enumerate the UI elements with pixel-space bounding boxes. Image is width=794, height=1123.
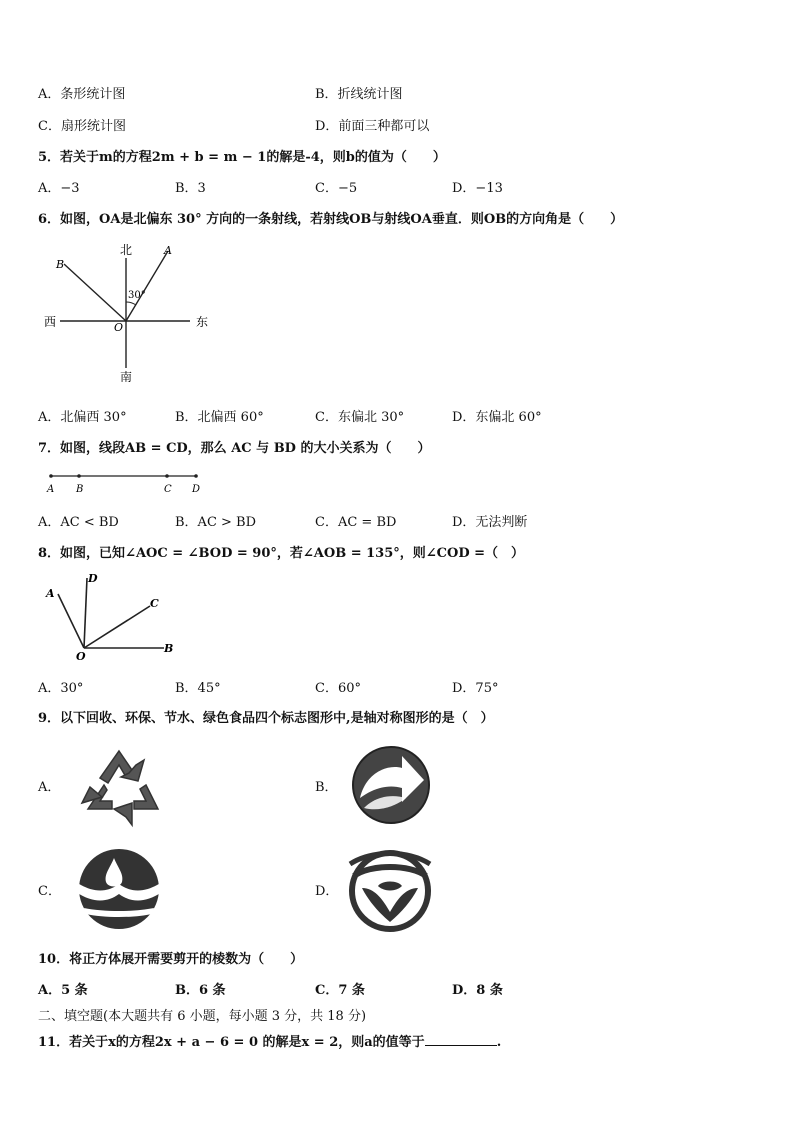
q7-label-b: B <box>76 484 84 495</box>
q8-option-d: D．75° <box>452 681 499 696</box>
q4-option-a: A．条形统计图 <box>38 87 126 102</box>
water-drop-icon <box>74 846 164 932</box>
q4-option-c: C．扇形统计图 <box>38 119 126 134</box>
q11-end: . <box>496 1035 502 1050</box>
q5-option-c: C．−5 <box>315 181 358 196</box>
green-food-icon <box>342 846 438 932</box>
q8-label-b: B <box>164 642 174 655</box>
q6-label-o: O <box>114 321 124 334</box>
q8-option-b: B．45° <box>175 681 221 696</box>
q6-compass-figure <box>40 238 220 388</box>
q7-option-a: A．AC < BD <box>38 515 119 530</box>
q10-option-b: B．6 条 <box>175 983 226 998</box>
q6-option-b: B．北偏西 60° <box>175 410 264 425</box>
q8-option-c: C．60° <box>315 681 361 696</box>
environment-arrow-icon <box>348 742 434 828</box>
q6-option-c: C．东偏北 30° <box>315 410 405 425</box>
q6-label-north: 北 <box>120 243 133 257</box>
q4-option-b: B．折线统计图 <box>315 87 403 102</box>
q6-label-a: A <box>164 244 172 257</box>
q6-label-south: 南 <box>120 370 133 384</box>
q11-stem <box>38 1031 501 1050</box>
q7-segment-figure <box>40 468 210 496</box>
q7-option-b: B．AC > BD <box>175 515 257 530</box>
q8-label-d: D <box>88 572 98 585</box>
q7-option-d: D．无法判断 <box>452 515 528 530</box>
q8-option-a: A．30° <box>38 681 84 696</box>
q4-option-d: D．前面三种都可以 <box>315 119 430 134</box>
q7-stem: 7．如图，线段AB = CD，那么 AC 与 BD 的大小关系为（ ） <box>38 441 431 456</box>
q11-text: 11．若关于x的方程2x + a − 6 = 0 的解是x = 2，则a的值等于 <box>38 1035 425 1050</box>
q6-stem: 6．如图，OA是北偏东 30° 方向的一条射线，若射线OB与射线OA垂直．则OB的方向角是（ ） <box>38 212 624 227</box>
q8-stem: 8．如图，已知∠AOC = ∠BOD = 90°，若∠AOB = 135°，则∠COD =（ ） <box>38 546 525 561</box>
q9-option-a: A． <box>38 780 61 795</box>
q6-label-west: 西 <box>44 315 57 329</box>
q5-option-d: D．−13 <box>452 181 503 196</box>
q6-option-d: D．东偏北 60° <box>452 410 542 425</box>
q8-label-c: C <box>150 597 159 610</box>
q5-option-a: A．−3 <box>38 181 80 196</box>
q8-angle-figure <box>40 570 180 665</box>
q10-stem: 10．将正方体展开需要剪开的棱数为（ ） <box>38 952 304 967</box>
q8-label-o: O <box>76 650 86 663</box>
q10-option-a: A．5 条 <box>38 983 88 998</box>
q9-option-b: B． <box>315 780 338 795</box>
q6-label-b: B <box>56 258 65 271</box>
q6-label-angle: 30° <box>128 290 146 301</box>
q9-option-c: C． <box>38 884 61 899</box>
q8-label-a: A <box>46 587 55 600</box>
q10-option-d: D．8 条 <box>452 983 503 998</box>
q9-stem: 9．以下回收、环保、节水、绿色食品四个标志图形中,是轴对称图形的是（ ） <box>38 711 494 726</box>
q7-label-a: A <box>47 484 55 495</box>
q6-label-east: 东 <box>196 315 209 329</box>
q5-stem: 5．若关于m的方程2m + b = m − 1的解是-4，则b的值为（ ） <box>38 150 446 165</box>
q9-option-d: D． <box>315 884 339 899</box>
recycle-icon <box>74 743 164 831</box>
answer-blank[interactable] <box>425 1033 497 1046</box>
q5-option-b: B．3 <box>175 181 206 196</box>
q7-label-d: D <box>192 484 201 495</box>
q6-option-a: A．北偏西 30° <box>38 410 127 425</box>
q10-option-c: C．7 条 <box>315 983 365 998</box>
q7-label-c: C <box>164 484 172 495</box>
q7-option-c: C．AC = BD <box>315 515 397 530</box>
section-heading: 二、填空题(本大题共有 6 小题，每小题 3 分，共 18 分) <box>38 1009 367 1024</box>
